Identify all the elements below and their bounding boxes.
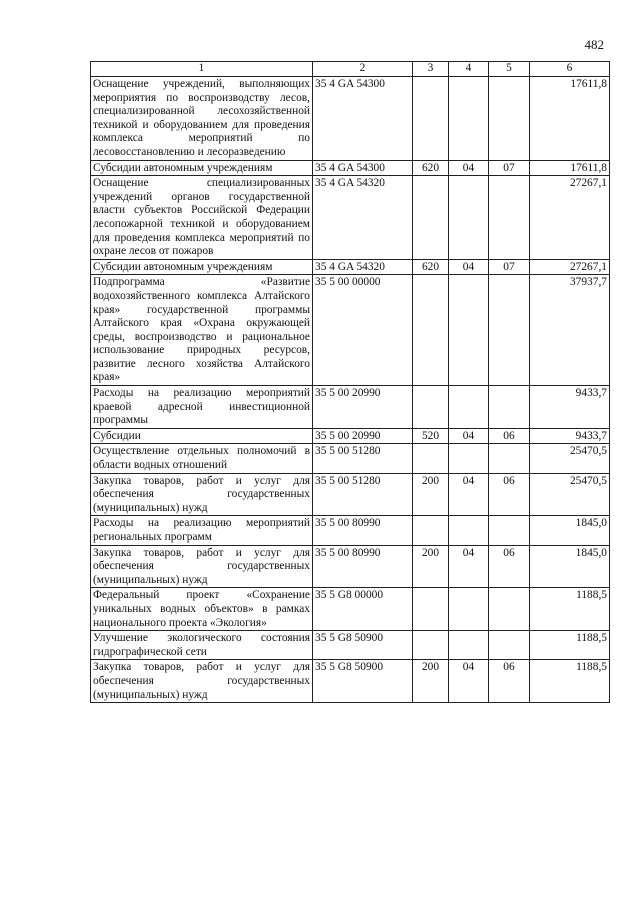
row-pr: 07	[489, 160, 530, 176]
table-row	[91, 545, 610, 588]
row-code: 35 5 G8 00000	[313, 588, 413, 631]
row-rz	[449, 516, 489, 545]
row-name: Оснащение специализированных учреждений органов государственной власти субъектов Российской Федерации лесопожарной техникой и оборудованием для проведения комплекса мероприятий по охране лесов от пожаров	[91, 176, 313, 260]
row-sum: 1188,5	[530, 660, 610, 703]
row-name: Субсидии автономным учреждениям	[91, 160, 313, 176]
row-rz	[449, 275, 489, 386]
row-rz: 04	[449, 660, 489, 703]
table-row	[91, 588, 610, 631]
row-sum: 9433,7	[530, 428, 610, 444]
header-col-4: 4	[449, 62, 489, 77]
table-row	[91, 176, 610, 260]
row-vr	[413, 176, 449, 260]
budget-table	[90, 61, 610, 703]
row-name: Подпрограмма «Развитие водохозяйственного комплекса Алтайского края» государственной программы Алтайского края «Охрана окружающей среды, воспроизводство и рациональное использование природных ресурсов, развитие лесного хозяйства Алтайского края»	[91, 275, 313, 386]
row-vr: 200	[413, 660, 449, 703]
row-sum: 27267,1	[530, 176, 610, 260]
table-row	[91, 428, 610, 444]
row-sum: 1188,5	[530, 631, 610, 660]
row-pr	[489, 444, 530, 473]
row-rz	[449, 631, 489, 660]
row-code: 35 5 00 80990	[313, 516, 413, 545]
row-sum: 1845,0	[530, 545, 610, 588]
table-row	[91, 259, 610, 275]
row-vr	[413, 275, 449, 386]
header-col-1: 1	[91, 62, 313, 77]
row-rz: 04	[449, 160, 489, 176]
row-code: 35 5 00 80990	[313, 545, 413, 588]
row-pr: 06	[489, 473, 530, 516]
row-name: Улучшение экологического состояния гидрографической сети	[91, 631, 313, 660]
row-code: 35 5 00 20990	[313, 386, 413, 429]
row-name: Субсидии	[91, 428, 313, 444]
row-vr	[413, 77, 449, 161]
row-rz	[449, 77, 489, 161]
row-name: Федеральный проект «Сохранение уникальных водных объектов» в рамках национального проекта «Экология»	[91, 588, 313, 631]
table-row	[91, 77, 610, 161]
row-code: 35 5 00 51280	[313, 444, 413, 473]
row-sum: 25470,5	[530, 444, 610, 473]
row-code: 35 5 00 51280	[313, 473, 413, 516]
row-rz: 04	[449, 545, 489, 588]
row-sum: 17611,8	[530, 160, 610, 176]
row-vr: 520	[413, 428, 449, 444]
row-vr: 200	[413, 545, 449, 588]
row-name: Расходы на реализацию мероприятий краевой адресной инвестиционной программы	[91, 386, 313, 429]
row-pr	[489, 77, 530, 161]
row-pr	[489, 631, 530, 660]
row-rz	[449, 588, 489, 631]
row-pr	[489, 588, 530, 631]
header-col-6: 6	[530, 62, 610, 77]
row-pr	[489, 386, 530, 429]
row-code: 35 5 00 00000	[313, 275, 413, 386]
table-row	[91, 631, 610, 660]
header-col-3: 3	[413, 62, 449, 77]
row-vr	[413, 386, 449, 429]
row-rz	[449, 176, 489, 260]
table-row	[91, 160, 610, 176]
row-pr	[489, 176, 530, 260]
row-vr	[413, 516, 449, 545]
table-row	[91, 386, 610, 429]
header-row	[91, 62, 610, 77]
row-sum: 9433,7	[530, 386, 610, 429]
row-vr: 620	[413, 259, 449, 275]
row-rz	[449, 386, 489, 429]
row-sum: 37937,7	[530, 275, 610, 386]
row-name: Закупка товаров, работ и услуг для обеспечения государственных (муниципальных) нужд	[91, 473, 313, 516]
row-code: 35 4 GA 54320	[313, 259, 413, 275]
row-rz	[449, 444, 489, 473]
row-name: Закупка товаров, работ и услуг для обеспечения государственных (муниципальных) нужд	[91, 660, 313, 703]
row-code: 35 5 G8 50900	[313, 631, 413, 660]
row-vr: 200	[413, 473, 449, 516]
header-col-2: 2	[313, 62, 413, 77]
row-rz: 04	[449, 428, 489, 444]
row-rz: 04	[449, 473, 489, 516]
row-code: 35 4 GA 54300	[313, 77, 413, 161]
row-code: 35 4 GA 54300	[313, 160, 413, 176]
row-pr: 06	[489, 428, 530, 444]
table-row	[91, 275, 610, 386]
row-pr: 06	[489, 660, 530, 703]
row-sum: 27267,1	[530, 259, 610, 275]
row-vr: 620	[413, 160, 449, 176]
row-vr	[413, 444, 449, 473]
row-pr	[489, 516, 530, 545]
page-number: 482	[584, 37, 604, 52]
row-pr	[489, 275, 530, 386]
table-row	[91, 444, 610, 473]
row-sum: 1188,5	[530, 588, 610, 631]
header-col-5: 5	[489, 62, 530, 77]
row-code: 35 4 GA 54320	[313, 176, 413, 260]
row-name: Субсидии автономным учреждениям	[91, 259, 313, 275]
table-row	[91, 473, 610, 516]
row-name: Осуществление отдельных полномочий в области водных отношений	[91, 444, 313, 473]
row-name: Оснащение учреждений, выполняющих мероприятия по воспроизводству лесов, специализированной лесохозяйственной техникой и оборудованием для проведения комплекса мероприятий по лесовосстановлению и лесоразведению	[91, 77, 313, 161]
row-vr	[413, 588, 449, 631]
row-pr: 06	[489, 545, 530, 588]
table-row	[91, 660, 610, 703]
row-sum: 17611,8	[530, 77, 610, 161]
row-code: 35 5 00 20990	[313, 428, 413, 444]
row-name: Закупка товаров, работ и услуг для обеспечения государственных (муниципальных) нужд	[91, 545, 313, 588]
row-rz: 04	[449, 259, 489, 275]
row-pr: 07	[489, 259, 530, 275]
row-name: Расходы на реализацию мероприятий региональных программ	[91, 516, 313, 545]
row-sum: 25470,5	[530, 473, 610, 516]
row-code: 35 5 G8 50900	[313, 660, 413, 703]
row-sum: 1845,0	[530, 516, 610, 545]
row-vr	[413, 631, 449, 660]
table-row	[91, 516, 610, 545]
